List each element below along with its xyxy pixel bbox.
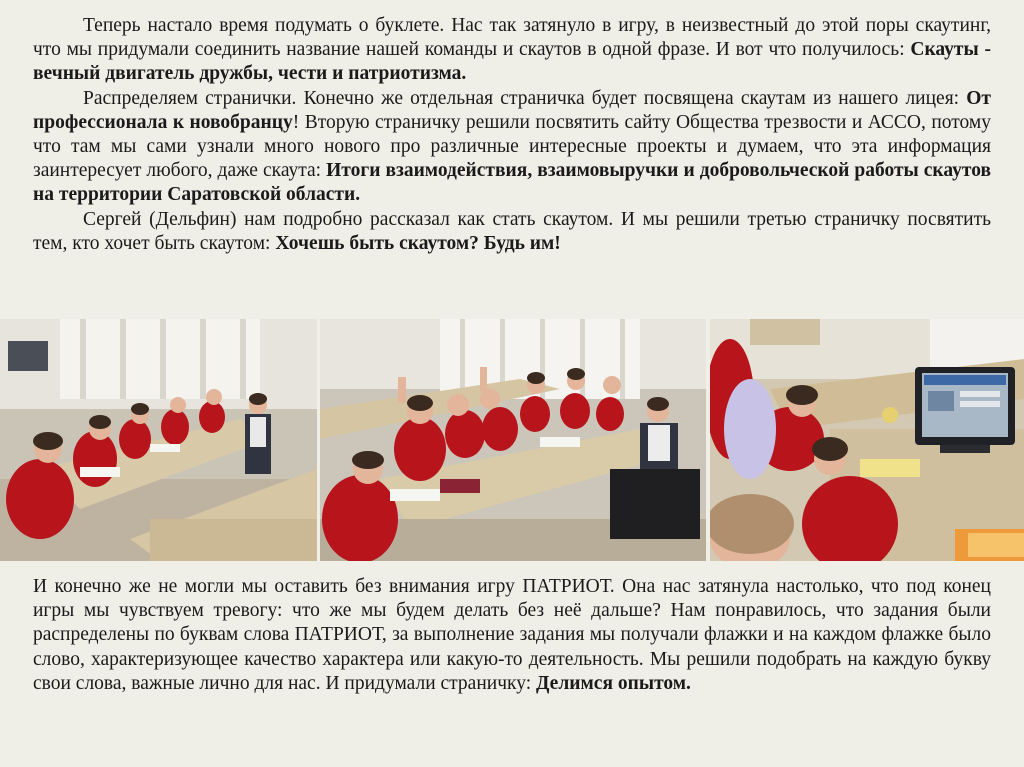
paragraph-pages [33, 87, 991, 208]
page-title-share-experience: Делимся опытом. [536, 672, 691, 694]
classroom-photo-2 [320, 319, 706, 561]
page-title-results: Итоги взаимодействия, взаимовыручки и добровольческой работы скаутов на территории Саратовской области. [33, 160, 991, 206]
paragraph-text: Сергей (Дельфин) нам подробно рассказал как стать скаутом. И мы решили третью страничку посвятить тем, кто хочет быть скаутом: [33, 208, 991, 254]
paragraph-text: ! Вторую страничку решили посвятить сайту Общества трезвости и АССО, потому что там мы сами узнали много нового про различные интересные проекты и думаем, что эта информация заинтересует любого, даже скаута: [33, 111, 991, 182]
classroom-photo-1 [0, 319, 317, 561]
paragraph-text: И конечно же не могли мы оставить без внимания игру ПАТРИОТ. Она нас затянула настолько, что под конец игры мы чувствуем тревогу: что же мы будем делать без неё дальше? Нам понравилось, что задания были распределены по буквам слова ПАТРИОТ, за выполнение задания мы получали флажки и на каждом флажке было слово, характеризующее качество характера или какую-то деятельность. Мы решили подобрать на каждую букву свои слова, важные лично для нас. И придумали страничку: [33, 576, 991, 694]
page-title-professional: От профессионала к новобранцу [33, 87, 991, 133]
classroom-photo-3 [710, 319, 1024, 561]
bottom-text-block [33, 575, 991, 696]
paragraph-text: Теперь настало время подумать о буклете. Нас так затянуло в игру, в неизвестный до этой поры скаутинг, что мы придумали соединить название нашей команды и скаутов в одной фразе. И вот что получилось: [33, 15, 991, 61]
page-title-become-scout: Хочешь быть скаутом? Будь им! [275, 232, 561, 254]
paragraph-text: Распределяем странички. Конечно же отдельная страничка будет посвящена скаутам из нашего лицея: [83, 87, 967, 109]
paragraph-dolphin [33, 208, 991, 256]
photo-strip [0, 319, 1024, 561]
paragraph-booklet [33, 14, 991, 87]
paragraph-patriot-game [33, 575, 991, 696]
booklet-slogan: Скауты - вечный двигатель дружбы, чести и патриотизма. [33, 39, 991, 85]
top-text-block [33, 14, 991, 256]
